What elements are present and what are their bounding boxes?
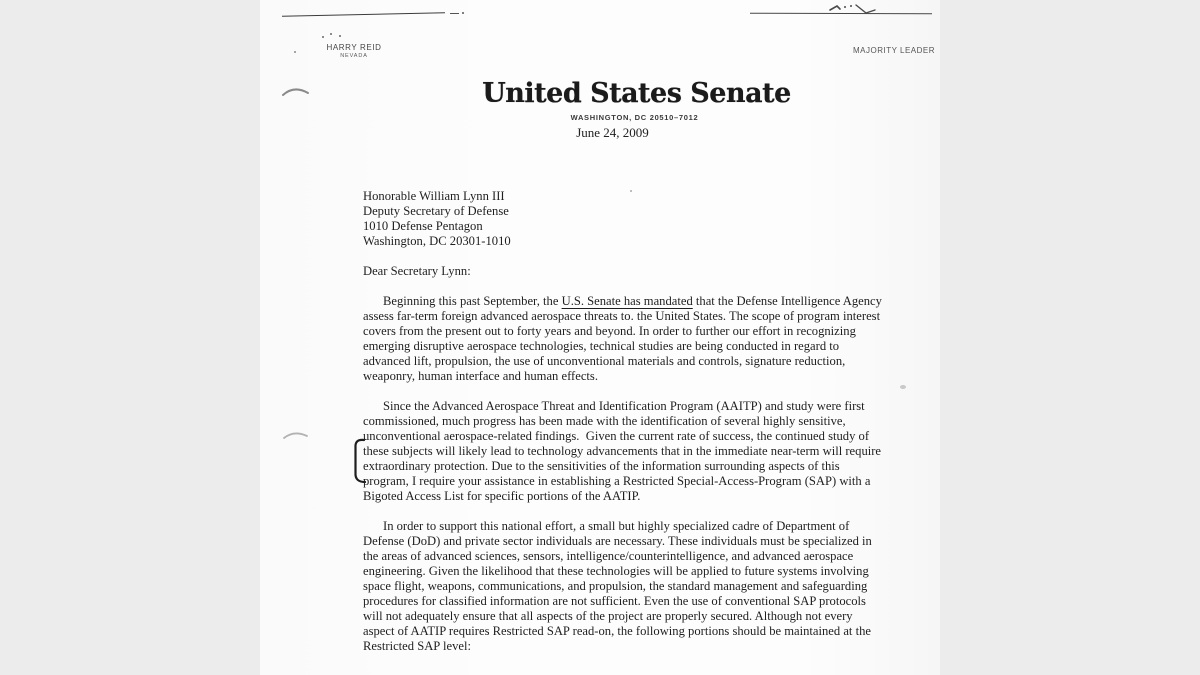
sender-block bbox=[309, 43, 399, 59]
letter-date: June 24, 2009 bbox=[576, 125, 649, 140]
paragraph-2: Since the Advanced Aerospace Threat and Identification Program (AAITP) and study were first commissioned, much progress has been made with the identification of several highly sensitive, unconventional aerospace-related findings. Given the current rate of success, the continued study of these subjects will likely lead to technology advancements that in the immediate near-term will require extraordinary protection. Due to the sensitivities of the information surrounding aspects of this program, I require your assistance in establishing a Restricted Special-Access-Program (SAP) with a Bigoted Access List for specific portions of the AATIP. bbox=[363, 399, 882, 503]
scan-smudge bbox=[294, 51, 296, 53]
sender-title: MAJORITY LEADER bbox=[853, 46, 936, 55]
handwritten-scribble-mark bbox=[828, 0, 886, 18]
paragraph-1-pre: Beginning this past September, the bbox=[383, 294, 562, 308]
paragraph-1-post: that the Defense Intelligence Agency assess far-term foreign advanced aerospace threats to. the United States. The scope of program interest covers from the present out to forty years and beyond. In order to further our effort in recognizing emerging disruptive aerospace technologies, technical studies are being conducted in regard to advanced lift, propulsion, the use of unconventional materials and controls, signature reduction, weaponry, human interface and human effects. bbox=[363, 294, 882, 383]
letterhead-org-address: WASHINGTON, DC 20510–7012 bbox=[570, 113, 699, 122]
paragraph-1 bbox=[363, 294, 887, 384]
sender-name: HARRY REID bbox=[326, 43, 382, 52]
scanned-letter-page bbox=[260, 0, 940, 675]
scan-edge-dot bbox=[462, 12, 464, 14]
recipient-line: Washington, DC 20301-1010 bbox=[363, 234, 511, 248]
pencil-arc-mark bbox=[282, 428, 310, 442]
letter-body bbox=[363, 189, 887, 669]
hand-underlined-phrase: U.S. Senate has mandated bbox=[561, 294, 693, 308]
pencil-dots-mark bbox=[320, 32, 344, 40]
letterhead bbox=[363, 78, 890, 141]
scan-smudge bbox=[900, 385, 906, 389]
pencil-arc-mark bbox=[280, 84, 312, 100]
salutation: Dear Secretary Lynn: bbox=[363, 264, 471, 278]
letterhead-org-name: United States Senate bbox=[482, 78, 791, 109]
paragraph-3: In order to support this national effort, a small but highly specialized cadre of Department of Defense (DoD) and private sector individuals are necessary. These individuals must be specialized in the areas of advanced sciences, sensors, intelligence/counterintelligence, and advanced aerospace engineering. Given the likelihood that these technologies will be applied to future systems involving space flight, weapons, communications, and propulsion, the standard management and safeguarding procedures for classified information are not sufficient. Even the use of conventional SAP protocols will not adequately ensure that all aspects of the project are properly secured. Although not every aspect of AATIP requires Restricted SAP read-on, the following portions should be maintained at the Restricted SAP level: bbox=[363, 519, 872, 653]
scan-edge-line-left bbox=[282, 12, 445, 16]
recipient-line: Deputy Secretary of Defense bbox=[363, 204, 509, 218]
recipient-address bbox=[363, 189, 887, 249]
scan-edge-line-left-dash bbox=[450, 13, 459, 14]
recipient-line: Honorable William Lynn III bbox=[363, 189, 505, 203]
sender-state: NEVADA bbox=[340, 53, 368, 59]
recipient-line: 1010 Defense Pentagon bbox=[363, 219, 483, 233]
